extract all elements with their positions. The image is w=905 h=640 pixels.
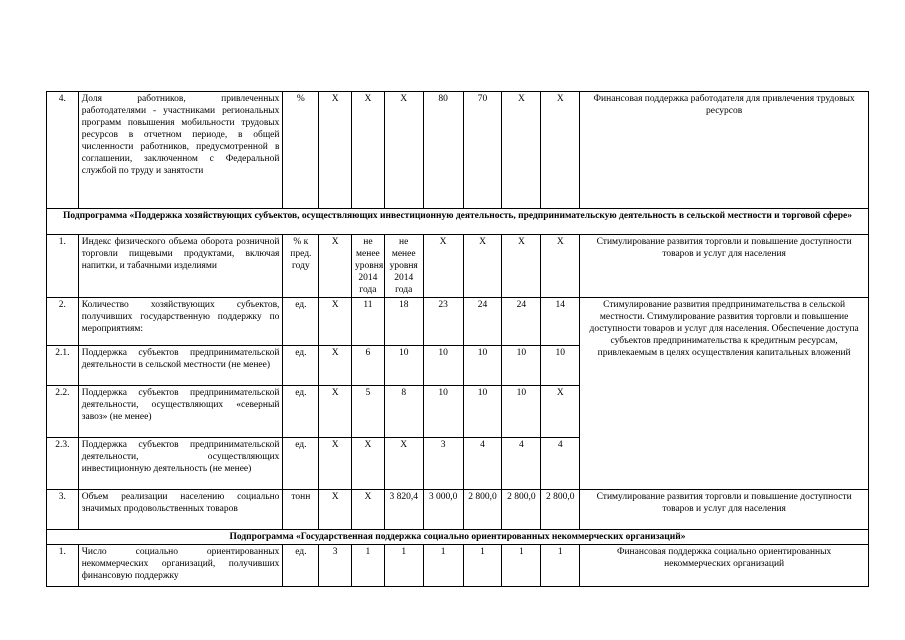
indicator-name: Поддержка субъектов предпринимательской деятельности в сельской местности (не менее): [78, 346, 283, 386]
value-cell: 11: [352, 298, 385, 346]
value-cell: 24: [502, 298, 541, 346]
value-cell: 3 820,4: [384, 490, 423, 530]
value-cell: не менее уровня 2014 года: [384, 235, 423, 298]
value-cell: 1: [463, 545, 502, 587]
table-row: [47, 235, 869, 298]
value-cell: X: [319, 92, 352, 209]
value-cell: 80: [423, 92, 463, 209]
value-cell: 2 800,0: [541, 490, 580, 530]
unit-cell: ед.: [283, 386, 319, 438]
value-cell: 4: [463, 438, 502, 490]
value-cell: X: [319, 298, 352, 346]
value-cell: 3 000,0: [423, 490, 463, 530]
value-cell: X: [502, 92, 541, 209]
unit-cell: % к пред. году: [283, 235, 319, 298]
unit-cell: ед.: [283, 545, 319, 587]
value-cell: 2 800,0: [463, 490, 502, 530]
row-number: 2.1.: [47, 346, 79, 386]
row-number: 4.: [47, 92, 79, 209]
value-cell: 1: [384, 545, 423, 587]
value-cell: X: [541, 235, 580, 298]
indicator-name: Поддержка субъектов предпринимательской деятельности, осуществляющих инвестиционную деятельность (не менее): [78, 438, 283, 490]
value-cell: X: [319, 438, 352, 490]
note-cell: Финансовая поддержка социально ориентированных некоммерческих организаций: [580, 545, 869, 587]
row-number: 1.: [47, 545, 79, 587]
section-header-row: [47, 209, 869, 235]
note-cell: Финансовая поддержка работодателя для привлечения трудовых ресурсов: [580, 92, 869, 209]
value-cell: 10: [541, 346, 580, 386]
value-cell: X: [319, 386, 352, 438]
value-cell: X: [352, 438, 385, 490]
row-number: 2.2.: [47, 386, 79, 438]
value-cell: X: [352, 92, 385, 209]
subprogram-title: Подпрограмма «Государственная поддержка социально ориентированных некоммерческих организаций»: [47, 530, 869, 545]
table-row: [47, 298, 869, 346]
value-cell: 1: [352, 545, 385, 587]
value-cell: 10: [463, 346, 502, 386]
value-cell: 10: [502, 386, 541, 438]
note-cell: Стимулирование развития торговли и повышение доступности товаров и услуг для населения: [580, 235, 869, 298]
value-cell: 18: [384, 298, 423, 346]
indicators-table: [46, 91, 869, 587]
indicator-name: Доля работников, привлеченных работодателями - участниками региональных программ повышения мобильности трудовых ресурсов в отчетном периоде, в общей численности работников, предусмотренной в соглашении, заключенном с Федеральной службой по труду и занятости: [78, 92, 283, 209]
subprogram-title: Подпрограмма «Поддержка хозяйствующих субъектов, осуществляющих инвестиционную деятельность, предпринимательскую деятельность в сельской местности и торговой сфере»: [47, 209, 869, 235]
value-cell: 10: [502, 346, 541, 386]
value-cell: X: [463, 235, 502, 298]
section-header-row: [47, 530, 869, 545]
value-cell: 6: [352, 346, 385, 386]
unit-cell: ед.: [283, 298, 319, 346]
value-cell: 10: [384, 346, 423, 386]
value-cell: 23: [423, 298, 463, 346]
value-cell: 1: [423, 545, 463, 587]
indicator-name: Количество хозяйствующих субъектов, получивших государственную поддержку по мероприятиям:: [78, 298, 283, 346]
value-cell: 5: [352, 386, 385, 438]
value-cell: 3: [423, 438, 463, 490]
value-cell: X: [319, 235, 352, 298]
value-cell: 2 800,0: [502, 490, 541, 530]
row-number: 2.: [47, 298, 79, 346]
unit-cell: ед.: [283, 438, 319, 490]
table-row: [47, 545, 869, 587]
value-cell: X: [541, 386, 580, 438]
indicator-name: Число социально ориентированных некоммерческих организаций, получивших финансовую поддержку: [78, 545, 283, 587]
value-cell: 70: [463, 92, 502, 209]
value-cell: 1: [541, 545, 580, 587]
value-cell: 10: [463, 386, 502, 438]
note-cell: Стимулирование развития торговли и повышение доступности товаров и услуг для населения: [580, 490, 869, 530]
value-cell: 3: [319, 545, 352, 587]
value-cell: 1: [502, 545, 541, 587]
value-cell: 24: [463, 298, 502, 346]
value-cell: X: [384, 438, 423, 490]
value-cell: X: [423, 235, 463, 298]
value-cell: X: [319, 346, 352, 386]
row-number: 1.: [47, 235, 79, 298]
value-cell: 14: [541, 298, 580, 346]
value-cell: 4: [502, 438, 541, 490]
value-cell: 10: [423, 386, 463, 438]
value-cell: X: [541, 92, 580, 209]
indicator-name: Объем реализации населению социально значимых продовольственных товаров: [78, 490, 283, 530]
unit-cell: %: [283, 92, 319, 209]
indicator-name: Поддержка субъектов предпринимательской деятельности, осуществляющих «северный завоз» (не менее): [78, 386, 283, 438]
value-cell: 4: [541, 438, 580, 490]
indicator-name: Индекс физического объема оборота розничной торговли пищевыми продуктами, включая напитки, и табачными изделиями: [78, 235, 283, 298]
row-number: 3.: [47, 490, 79, 530]
note-cell: Стимулирование развития предпринимательства в сельской местности. Стимулирование развития торговли и повышение доступности товаров и услуг для населения. Обеспечение доступа субъектов предпринимательства к кредитным ресурсам, привлекаемым в целях осуществления капитальных вложений: [580, 298, 869, 490]
value-cell: не менее уровня 2014 года: [352, 235, 385, 298]
value-cell: X: [502, 235, 541, 298]
unit-cell: ед.: [283, 346, 319, 386]
table-row: [47, 490, 869, 530]
value-cell: 10: [423, 346, 463, 386]
value-cell: X: [319, 490, 352, 530]
row-number: 2.3.: [47, 438, 79, 490]
value-cell: X: [384, 92, 423, 209]
table-row: [47, 92, 869, 209]
value-cell: 8: [384, 386, 423, 438]
value-cell: X: [352, 490, 385, 530]
unit-cell: тонн: [283, 490, 319, 530]
